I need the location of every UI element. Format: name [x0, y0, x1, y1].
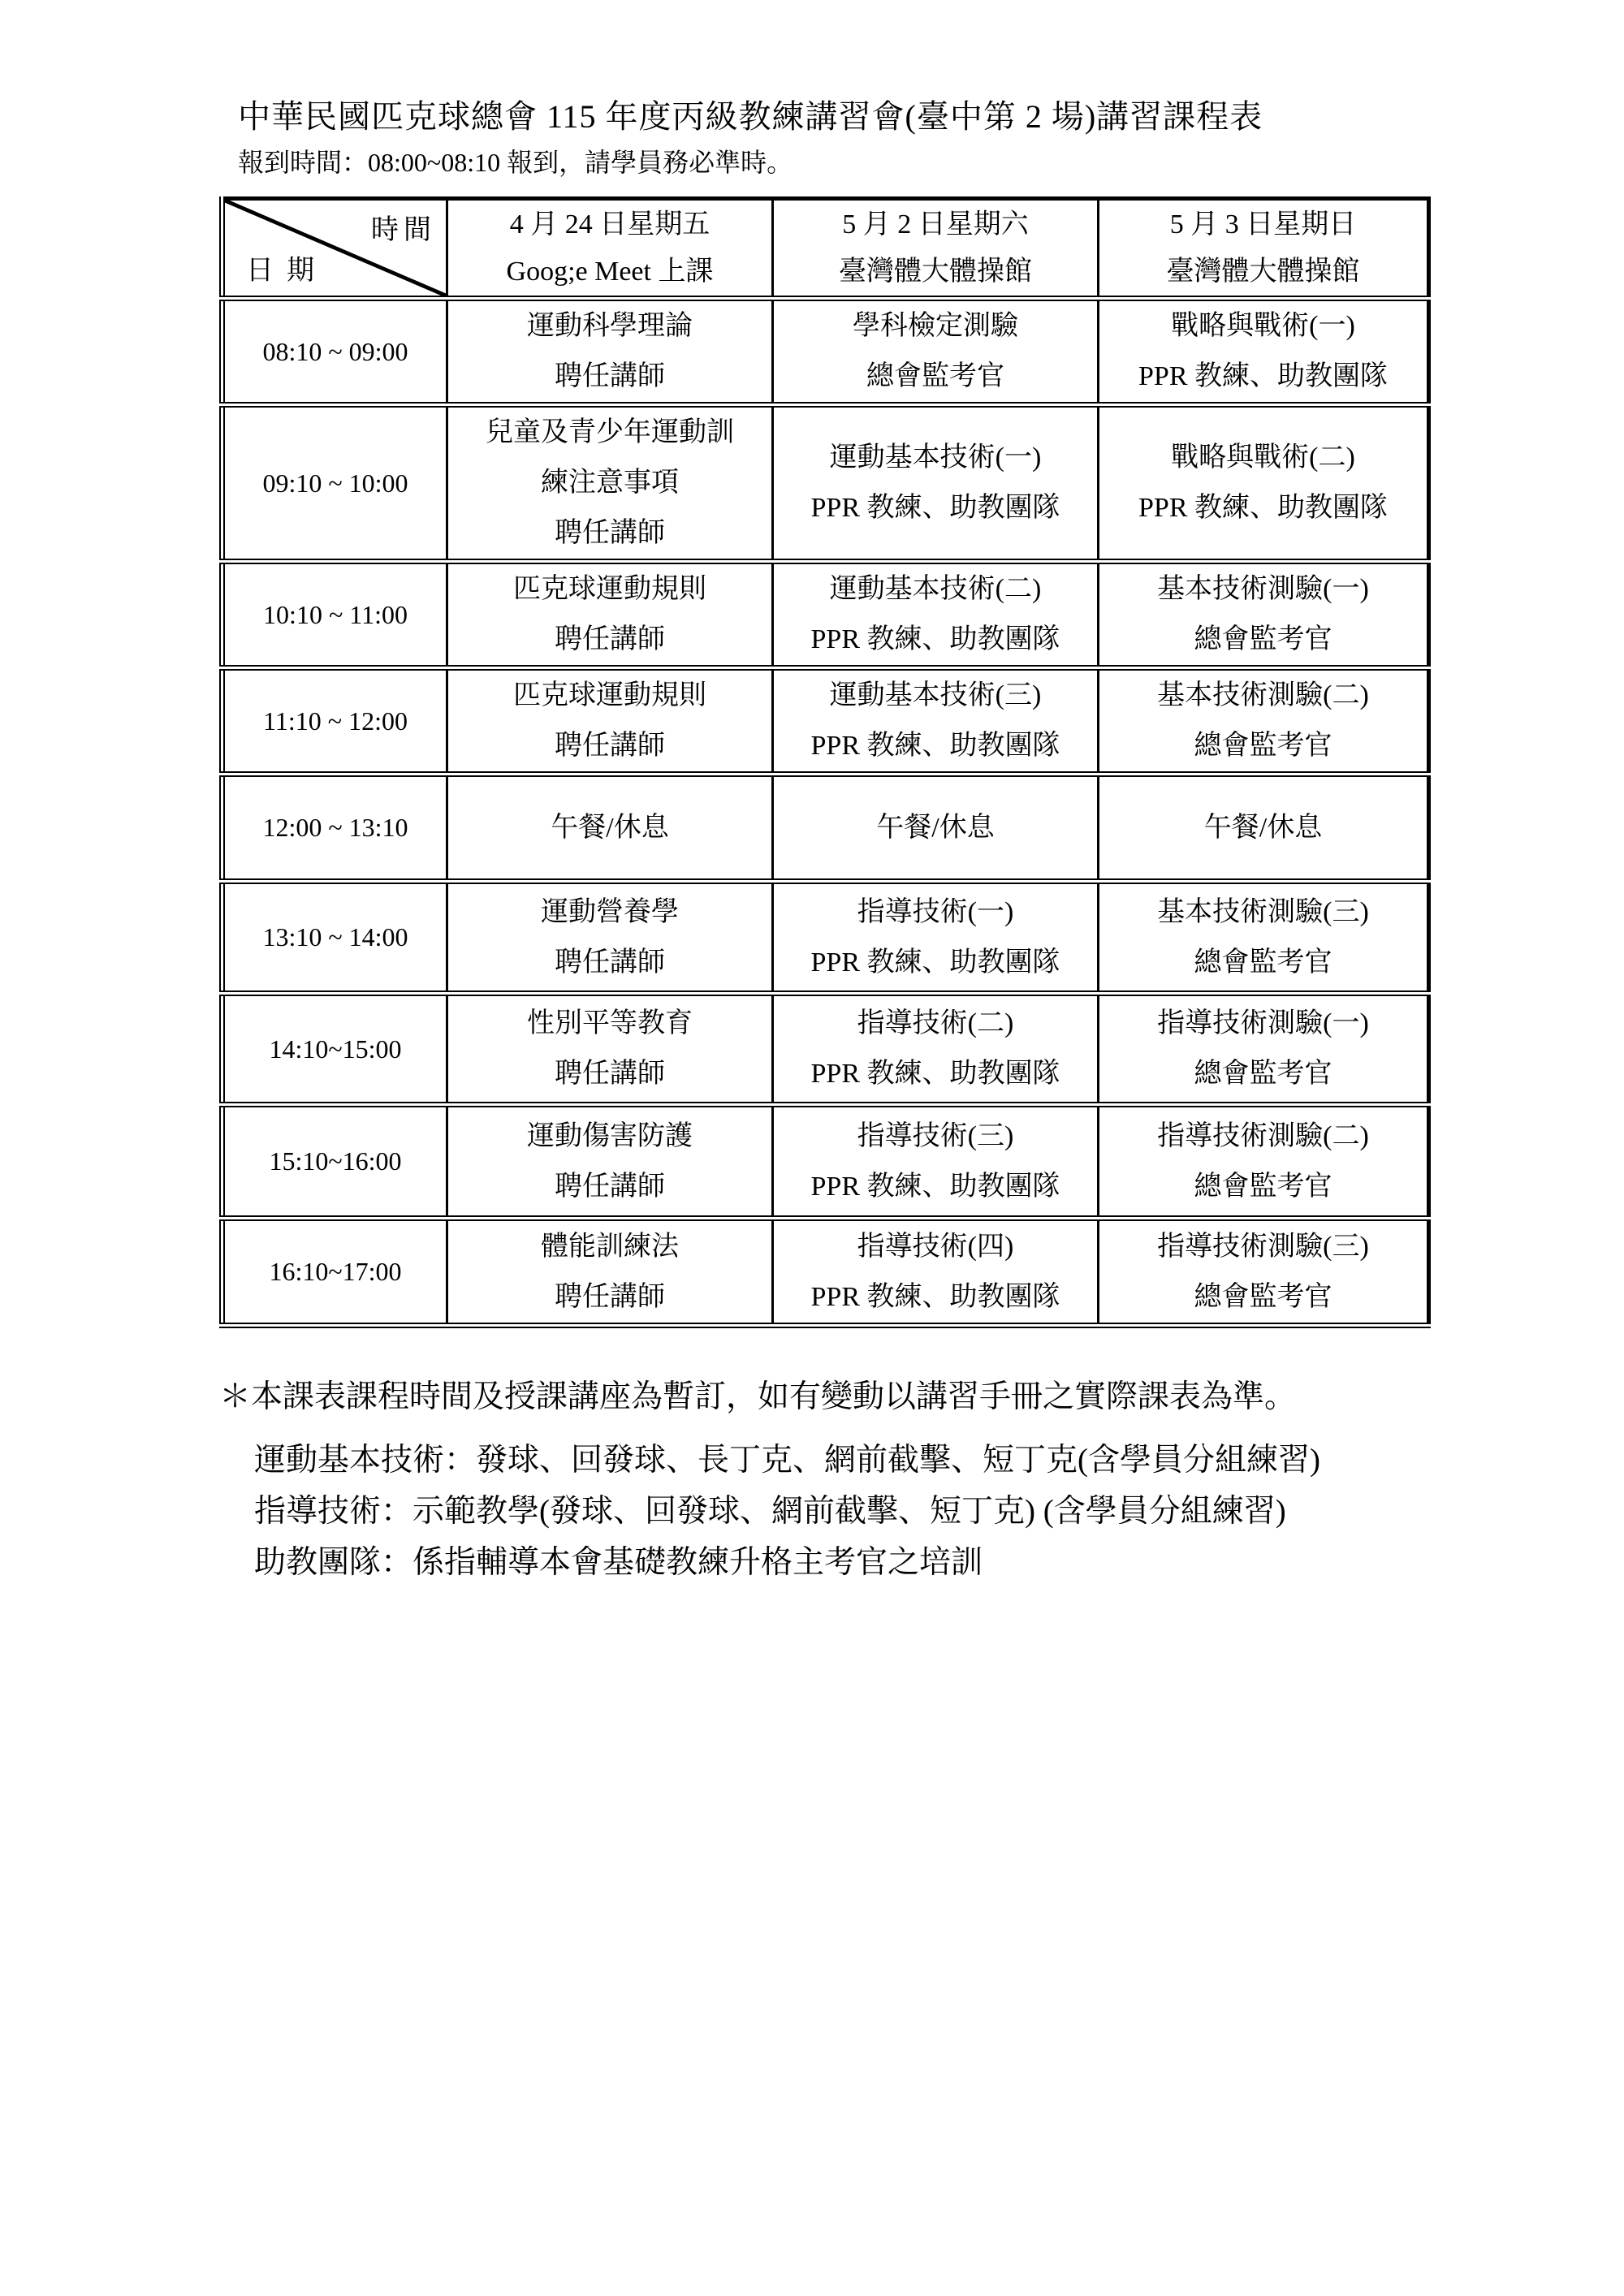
- day3-date: 5 月 3 日星期日: [1169, 209, 1357, 240]
- course-instructor: PPR 教練、助教團隊: [1138, 361, 1388, 391]
- schedule-row-lunch: [222, 775, 1429, 882]
- schedule-row: [222, 994, 1429, 1105]
- footnote-disclaimer: ＊本課表課程時間及授課講座為暫訂，如有變動以講習手冊之實際課表為準。: [219, 1379, 1297, 1414]
- footnote-basic-skills: 運動基本技術：發球、回發球、長丁克、網前截擊、短丁克(含學員分組練習): [254, 1443, 1320, 1478]
- schedule-table: [219, 196, 1431, 1328]
- course-instructor: PPR 教練、助教團隊: [810, 493, 1060, 523]
- day2-date: 5 月 2 日星期六: [842, 209, 1029, 240]
- day3-venue: 臺灣體大體操館: [1166, 256, 1360, 287]
- schedule-row: [222, 668, 1429, 775]
- course-cell: [773, 1219, 1099, 1326]
- course-instructor: 聘任講師: [555, 731, 665, 761]
- lunch-label: 午餐/休息: [876, 812, 995, 843]
- corner-date-label: 日期: [246, 256, 327, 286]
- lunch-label: 午餐/休息: [551, 812, 669, 843]
- course-instructor: PPR 教練、助教團隊: [810, 1171, 1060, 1202]
- footnote-teaching-skills: 指導技術：示範教學(發球、回發球、網前截擊、短丁克) (含學員分組練習): [254, 1494, 1286, 1529]
- course-title: 基本技術測驗(一): [1157, 574, 1369, 604]
- course-title: 基本技術測驗(二): [1157, 680, 1369, 710]
- course-title: 匹克球運動規則: [513, 680, 706, 710]
- course-title: 指導技術(四): [857, 1231, 1014, 1262]
- course-title: 戰略與戰術(二): [1171, 442, 1355, 473]
- course-title: 練注意事項: [541, 468, 679, 498]
- time-cell: 16:10~17:00: [222, 1219, 447, 1326]
- course-cell: [773, 405, 1099, 562]
- course-instructor: PPR 教練、助教團隊: [810, 731, 1060, 761]
- title-block: [238, 96, 1456, 180]
- course-cell: [773, 668, 1099, 775]
- course-cell: [1099, 1219, 1429, 1326]
- course-cell: [773, 775, 1099, 882]
- course-instructor: 聘任講師: [555, 624, 665, 654]
- course-title: 運動營養學: [541, 896, 679, 927]
- course-cell: [447, 668, 773, 775]
- time-cell: 11:10 ~ 12:00: [222, 668, 447, 775]
- time-cell: 13:10 ~ 14:00: [222, 882, 447, 994]
- course-instructor: PPR 教練、助教團隊: [810, 1281, 1060, 1312]
- course-title: 體能訓練法: [541, 1231, 679, 1262]
- course-instructor: 聘任講師: [555, 361, 665, 391]
- schedule-row: [222, 405, 1429, 562]
- course-cell: [773, 299, 1099, 405]
- course-cell: [1099, 562, 1429, 668]
- time-cell: 08:10 ~ 09:00: [222, 299, 447, 405]
- course-cell: [1099, 405, 1429, 562]
- course-title: 戰略與戰術(一): [1171, 311, 1355, 341]
- course-cell: [447, 299, 773, 405]
- day1-venue: Goog;e Meet 上課: [506, 256, 714, 287]
- course-title: 匹克球運動規則: [513, 574, 706, 604]
- course-title: 指導技術(二): [857, 1008, 1014, 1038]
- course-title: 運動科學理論: [527, 311, 693, 341]
- course-title: 運動傷害防護: [527, 1120, 693, 1151]
- page-title: 中華民國匹克球總會 115 年度丙級教練講習會(臺中第 2 場)講習課程表: [238, 98, 1263, 135]
- course-cell: [773, 1105, 1099, 1219]
- course-title: 指導技術測驗(二): [1157, 1120, 1369, 1151]
- page-subtitle: 報到時間：08:00~08:10 報到，請學員務必準時。: [238, 148, 793, 177]
- course-instructor: 總會監考官: [1194, 624, 1332, 654]
- corner-cell: [222, 199, 447, 299]
- course-instructor: 總會監考官: [1194, 1171, 1332, 1202]
- day1-date: 4 月 24 日星期五: [509, 209, 710, 240]
- footnote-assistant-team: 助教團隊：係指輔導本會基礎教練升格主考官之培訓: [254, 1545, 983, 1580]
- course-instructor: 總會監考官: [1194, 947, 1332, 978]
- course-cell: [1099, 994, 1429, 1105]
- course-instructor: PPR 教練、助教團隊: [1138, 493, 1388, 523]
- schedule-row: [222, 1105, 1429, 1219]
- course-instructor: 總會監考官: [866, 361, 1004, 391]
- course-title: 基本技術測驗(三): [1157, 896, 1369, 927]
- schedule-row: [222, 299, 1429, 405]
- course-instructor: 總會監考官: [1194, 1281, 1332, 1312]
- schedule-row: [222, 882, 1429, 994]
- course-cell: [1099, 299, 1429, 405]
- course-instructor: 聘任講師: [555, 1059, 665, 1089]
- course-instructor: 聘任講師: [555, 1281, 665, 1312]
- lunch-label: 午餐/休息: [1203, 812, 1323, 843]
- course-title: 指導技術測驗(三): [1157, 1231, 1369, 1262]
- course-cell: [447, 405, 773, 562]
- column-header-day3: [1099, 199, 1429, 299]
- course-cell: [1099, 1105, 1429, 1219]
- day2-venue: 臺灣體大體操館: [839, 256, 1032, 287]
- course-cell: [447, 882, 773, 994]
- course-title: 運動基本技術(三): [829, 680, 1042, 710]
- course-title: 學科檢定測驗: [853, 311, 1018, 341]
- schedule-row: [222, 1219, 1429, 1326]
- time-cell: 14:10~15:00: [222, 994, 447, 1105]
- course-instructor: PPR 教練、助教團隊: [810, 624, 1060, 654]
- time-cell: 15:10~16:00: [222, 1105, 447, 1219]
- time-cell: 12:00 ~ 13:10: [222, 775, 447, 882]
- corner-time-label: 時間: [371, 215, 436, 245]
- course-title: 兒童及青少年運動訓: [486, 417, 734, 447]
- course-instructor: 聘任講師: [555, 518, 665, 548]
- column-header-day2: [773, 199, 1099, 299]
- course-instructor: PPR 教練、助教團隊: [810, 1059, 1060, 1089]
- course-title: 運動基本技術(一): [829, 442, 1042, 473]
- header-row: [222, 199, 1429, 299]
- course-cell: [1099, 775, 1429, 882]
- course-instructor: 總會監考官: [1194, 731, 1332, 761]
- course-cell: [447, 1105, 773, 1219]
- course-cell: [773, 994, 1099, 1105]
- course-cell: [447, 775, 773, 882]
- course-instructor: 聘任講師: [555, 947, 665, 978]
- course-cell: [447, 994, 773, 1105]
- course-cell: [773, 562, 1099, 668]
- schedule-row: [222, 562, 1429, 668]
- course-title: 指導技術(一): [857, 896, 1014, 927]
- course-cell: [773, 882, 1099, 994]
- course-instructor: 聘任講師: [555, 1171, 665, 1202]
- course-title: 指導技術測驗(一): [1157, 1008, 1369, 1038]
- course-cell: [447, 1219, 773, 1326]
- course-instructor: 總會監考官: [1194, 1059, 1332, 1089]
- time-cell: 09:10 ~ 10:00: [222, 405, 447, 562]
- course-title: 性別平等教育: [527, 1008, 693, 1038]
- course-instructor: PPR 教練、助教團隊: [810, 947, 1060, 978]
- column-header-day1: [447, 199, 773, 299]
- course-cell: [1099, 882, 1429, 994]
- course-title: 指導技術(三): [857, 1120, 1014, 1151]
- time-cell: 10:10 ~ 11:00: [222, 562, 447, 668]
- course-cell: [1099, 668, 1429, 775]
- course-cell: [447, 562, 773, 668]
- course-title: 運動基本技術(二): [829, 574, 1042, 604]
